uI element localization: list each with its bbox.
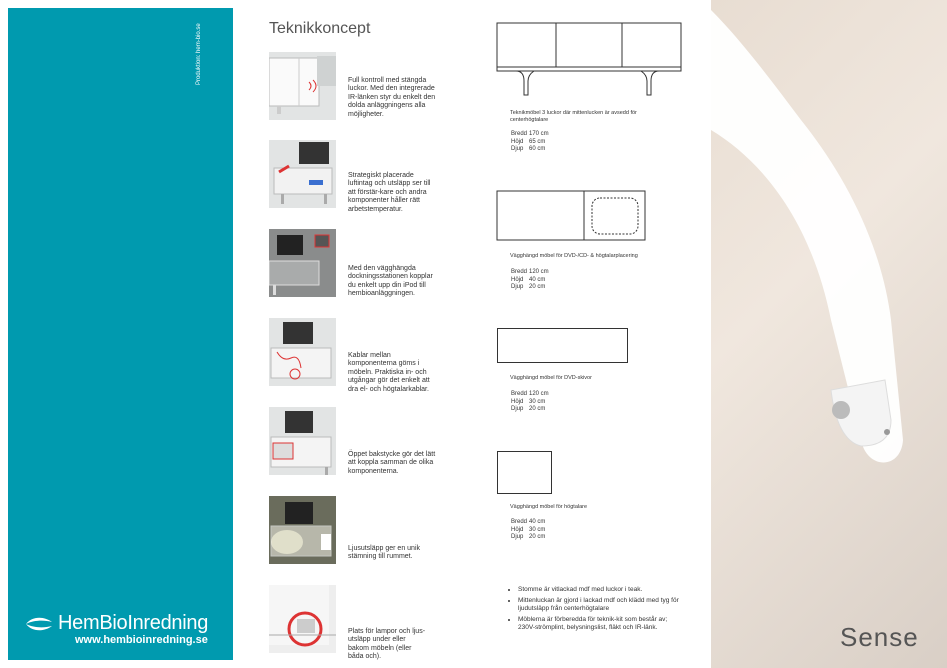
logo-name: HemBioInredning <box>58 612 209 634</box>
feature-image-airflow <box>269 140 336 208</box>
brand-sidebar <box>8 8 233 660</box>
feature-image-lamp <box>269 585 336 653</box>
spec-row: Djup 20 cm <box>511 534 546 540</box>
diagram-dvd-cd-hogtalare <box>496 190 648 242</box>
note-item: • Mittenluckan är gjord i lackad mdf och klädd med tyg för ljudutsläpp från centerhögtalare <box>518 597 683 613</box>
diagram-dvd-skivor <box>497 328 628 363</box>
spec-row: Djup 20 cm <box>511 406 546 412</box>
spec-row: Höjd 30 cm <box>511 398 546 405</box>
vertical-label: Produktion: hem-bio.se <box>196 23 202 85</box>
logo <box>24 612 208 635</box>
feature-image-ir <box>269 52 336 120</box>
spec-row: Bredd 170 cm <box>511 131 549 137</box>
spec-row: Bredd 120 cm <box>511 391 549 397</box>
product-caption-1: Teknikmöbel 3 luckor där mittenlucken är avsedd för centerhögtalare <box>510 110 637 123</box>
note-item: • Möblerna är förberedda för teknik-kit som består av; 230V-strömplint, belysningslist, fläkt och IR-länk. <box>518 616 683 632</box>
feature-caption-4: Kablar mellan komponenterna göms i möbeln. Praktiska in- och utgångar gör det enkelt att dra el- och högtalarkablar. <box>348 352 430 393</box>
spec-row: Bredd 40 cm <box>511 519 546 525</box>
spec-row: Höjd 30 cm <box>511 526 546 533</box>
product-specs-3 <box>511 391 549 414</box>
feature-caption-5: Öppet bakstycke gör det lätt att koppla samman de olika komponenterna. <box>348 451 436 475</box>
product-photo <box>711 0 947 668</box>
website-url[interactable]: www.hembioinredning.se <box>75 634 208 646</box>
product-specs-2 <box>511 269 549 292</box>
feature-caption-2: Strategiskt placerade luftintag och utsläpp ser till att förstär-kare och andra komponenter håller rätt arbetstemperatur. <box>348 172 431 213</box>
diagram-teknikmobel <box>496 22 686 102</box>
feature-image-cables <box>269 318 336 386</box>
feature-caption-6: Ljusutsläpp ger en unik stämning till rummet. <box>348 545 420 561</box>
product-caption-2: Vägghängd möbel för DVD-/CD- & högtalarplacering <box>510 253 638 259</box>
brand-word: Sense <box>840 622 919 652</box>
feature-caption-1: Full kontroll med stängda luckor. Med den integrerade IR-länken styr du enkelt den dolda anläggningens alla möjligheter. <box>348 77 436 118</box>
spec-row: Höjd 65 cm <box>511 138 546 145</box>
material-notes <box>508 586 683 635</box>
fish-logo-icon <box>24 616 54 632</box>
spec-row: Höjd 40 cm <box>511 276 546 283</box>
note-item: • Stomme är vitlackad mdf med luckor i teak. <box>518 586 683 594</box>
feature-image-back <box>269 407 336 475</box>
feature-image-dock <box>269 229 336 297</box>
diagram-hogtalare <box>497 451 552 494</box>
product-caption-3: Vägghängd möbel för DVD-skivor <box>510 375 592 381</box>
product-specs-1 <box>511 131 549 154</box>
product-caption-4: Vägghängd möbel för högtalare <box>510 504 588 510</box>
feature-caption-7: Plats för lampor och ljus-utsläpp under eller bakom möbeln (eller båda och). <box>348 628 426 661</box>
spec-row: Bredd 120 cm <box>511 269 549 275</box>
spec-row: Djup 60 cm <box>511 146 546 152</box>
feature-caption-3: Med den vägghängda dockningsstationen kopplar du enkelt upp din iPod till hembioanläggningen. <box>348 265 433 298</box>
product-specs-4 <box>511 519 545 542</box>
feature-image-light <box>269 496 336 564</box>
page-title: Teknikkoncept <box>269 20 371 37</box>
spec-row: Djup 20 cm <box>511 284 546 290</box>
